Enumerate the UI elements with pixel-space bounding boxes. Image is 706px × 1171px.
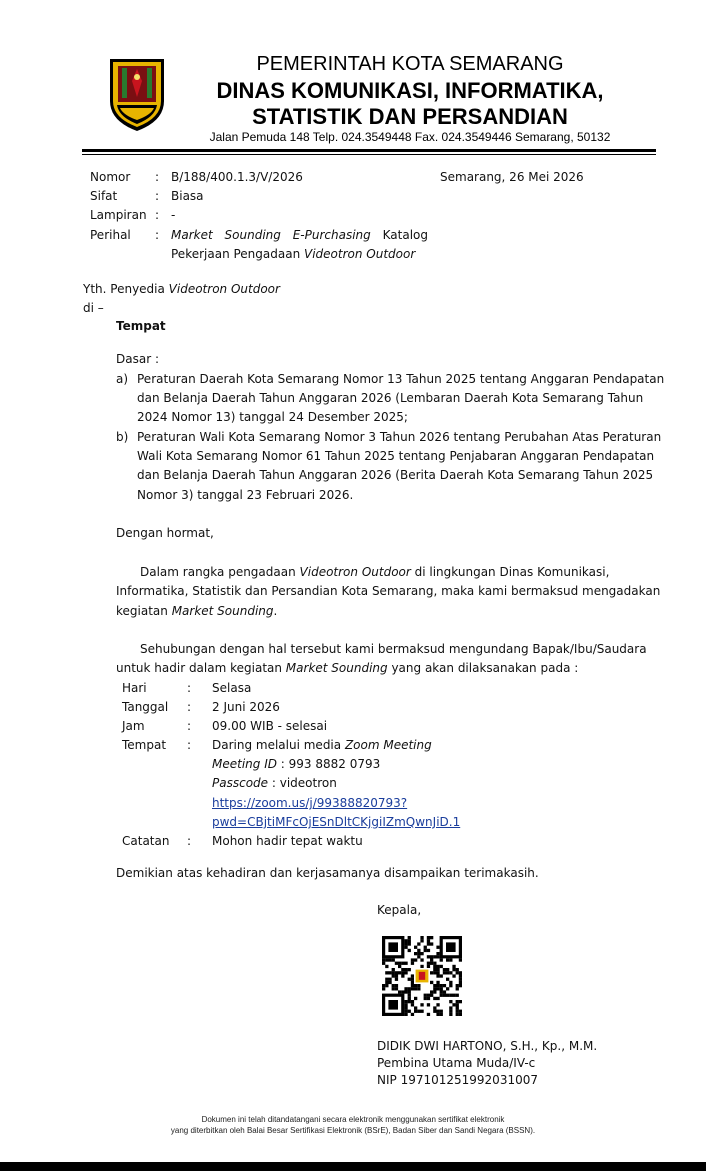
sifat-colon: :	[155, 189, 160, 203]
perihal-line2-italic: Videotron Outdoor	[304, 247, 416, 261]
zoom-link-line2[interactable]: pwd=CBjtiMFcOjESnDltCKjgiIZmQwnJiD.1	[212, 815, 461, 829]
tempat-label: Tempat	[122, 738, 167, 752]
perihal-line2	[171, 247, 415, 262]
passcode-value: : videotron	[268, 776, 337, 790]
signature-nip: NIP 197101251992031007	[377, 1073, 538, 1087]
sifat-value: Biasa	[171, 189, 204, 203]
dasar-title: Dasar :	[116, 352, 159, 366]
recipient-name: Videotron Outdoor	[168, 282, 280, 296]
tempat-text: Daring melalui media	[212, 738, 345, 752]
tanggal-label: Tanggal	[122, 700, 169, 714]
city-emblem	[108, 57, 166, 133]
p2-text-c: yang akan dilaksanakan pada :	[387, 661, 579, 675]
place-date: Semarang, 26 Mei 2026	[440, 170, 584, 184]
nomor-label: Nomor	[90, 170, 131, 184]
footer-line2: yang diterbitkan oleh Balai Besar Sertifikasi Elektronik (BSrE), Badan Siber dan Sandi Negara (BSSN).	[170, 1126, 536, 1135]
paragraph1-line1	[140, 565, 609, 580]
letterhead-line3: STATISTIK DAN PERSANDIAN	[252, 104, 568, 129]
dasar-a-marker: a)	[116, 372, 129, 386]
dasar-b-line3: dan Belanja Daerah Tahun Anggaran 2026 (Berita Daerah Kota Semarang Tahun 2025	[137, 468, 654, 482]
dasar-b-marker: b)	[116, 430, 129, 444]
meeting-id-label: Meeting ID	[212, 757, 277, 771]
perihal-word-epurchasing: E-Purchasing	[292, 228, 371, 242]
letterhead-address: Jalan Pemuda 148 Telp. 024.3549448 Fax. 024.3549446 Semarang, 50132	[209, 130, 611, 144]
tempat-value	[212, 738, 432, 753]
hari-value: Selasa	[212, 681, 252, 695]
catatan-label: Catatan	[122, 834, 170, 848]
paragraph2-line2	[116, 661, 578, 676]
greeting: Dengan hormat,	[116, 526, 214, 540]
perihal-line2-text: Pekerjaan Pengadaan	[171, 247, 305, 261]
jam-label: Jam	[122, 719, 145, 733]
dasar-b-line1: Peraturan Wali Kota Semarang Nomor 3 Tahun 2026 tentang Perubahan Atas Peraturan	[137, 430, 662, 444]
zoom-link-line1[interactable]: https://zoom.us/j/99388820793?	[212, 796, 408, 810]
tanggal-value: 2 Juni 2026	[212, 700, 280, 714]
header-rule-thick	[82, 149, 656, 152]
lampiran-value: -	[171, 208, 176, 222]
p1-italic: Videotron Outdoor	[299, 565, 411, 579]
p1-text-a: Dalam rangka pengadaan	[140, 565, 300, 579]
tanggal-colon: :	[187, 700, 192, 714]
jam-value: 09.00 WIB - selesai	[212, 719, 328, 733]
hari-label: Hari	[122, 681, 147, 695]
passcode	[212, 776, 337, 791]
nomor-value: B/188/400.1.3/V/2026	[171, 170, 303, 184]
meeting-id	[212, 757, 380, 772]
p1-text-c: di lingkungan Dinas Komunikasi,	[410, 565, 610, 579]
nomor-colon: :	[155, 170, 160, 184]
dasar-b-line2: Wali Kota Semarang Nomor 61 Tahun 2025 tentang Penjabaran Anggaran Pendapatan	[137, 449, 655, 463]
perihal-label: Perihal	[90, 228, 131, 242]
recipient-prefix: Yth. Penyedia	[83, 282, 169, 296]
perihal-colon: :	[155, 228, 160, 242]
qr-code-icon	[382, 936, 462, 1016]
passcode-label: Passcode	[212, 776, 269, 790]
perihal-word-sounding: Sounding	[224, 228, 281, 242]
paragraph2-line1: Sehubungan dengan hal tersebut kami bermaksud mengundang Bapak/Ibu/Saudara	[140, 642, 647, 656]
p1-l3-text-c: .	[273, 604, 278, 618]
jam-colon: :	[187, 719, 192, 733]
dasar-a-line3: 2024 Nomor 13) tanggal 24 Desember 2025;	[137, 410, 408, 424]
signature-name: DIDIK DWI HARTONO, S.H., Kp., M.M.	[377, 1039, 598, 1053]
meeting-id-value: : 993 8882 0793	[276, 757, 381, 771]
p2-italic: Market Sounding	[285, 661, 388, 675]
catatan-value: Mohon hadir tepat waktu	[212, 834, 363, 848]
lampiran-colon: :	[155, 208, 160, 222]
p1-l3-text-a: kegiatan	[116, 604, 172, 618]
footer-line1: Dokumen ini telah ditandatangani secara elektronik menggunakan sertifikat elektronik	[201, 1115, 505, 1124]
recipient-line	[83, 282, 280, 297]
recipient-place: Tempat	[116, 319, 166, 333]
recipient-di: di –	[83, 301, 104, 315]
perihal-line1	[171, 228, 428, 243]
signature-title: Kepala,	[377, 903, 422, 917]
tempat-italic: Zoom Meeting	[344, 738, 432, 752]
perihal-word-katalog: Katalog	[382, 228, 428, 242]
sifat-label: Sifat	[90, 189, 118, 203]
dasar-b-line4: Nomor 3) tanggal 23 Februari 2026.	[137, 488, 354, 502]
p2-text-a: untuk hadir dalam kegiatan	[116, 661, 286, 675]
letterhead-line1: PEMERINTAH KOTA SEMARANG	[256, 53, 564, 75]
dasar-a-line2: dan Belanja Daerah Tahun Anggaran 2026 (Lembaran Daerah Kota Semarang Tahun	[137, 391, 644, 405]
lampiran-label: Lampiran	[90, 208, 147, 222]
p1-l3-italic: Market Sounding	[171, 604, 274, 618]
closing-text: Demikian atas kehadiran dan kerjasamanya disampaikan terimakasih.	[116, 866, 539, 880]
tempat-colon: :	[187, 738, 192, 752]
perihal-word-market: Market	[171, 228, 213, 242]
paragraph1-line3	[116, 604, 277, 619]
header-rule-thin	[82, 154, 656, 155]
paragraph1-line2: Informatika, Statistik dan Persandian Kota Semarang, maka kami bermaksud mengadakan	[116, 584, 661, 598]
letterhead-line2: DINAS KOMUNIKASI, INFORMATIKA,	[216, 78, 604, 103]
hari-colon: :	[187, 681, 192, 695]
dasar-a-line1: Peraturan Daerah Kota Semarang Nomor 13 Tahun 2025 tentang Anggaran Pendapatan	[137, 372, 665, 386]
catatan-colon: :	[187, 834, 192, 848]
signature-rank: Pembina Utama Muda/IV-c	[377, 1056, 536, 1070]
bottom-bar	[0, 1162, 706, 1171]
